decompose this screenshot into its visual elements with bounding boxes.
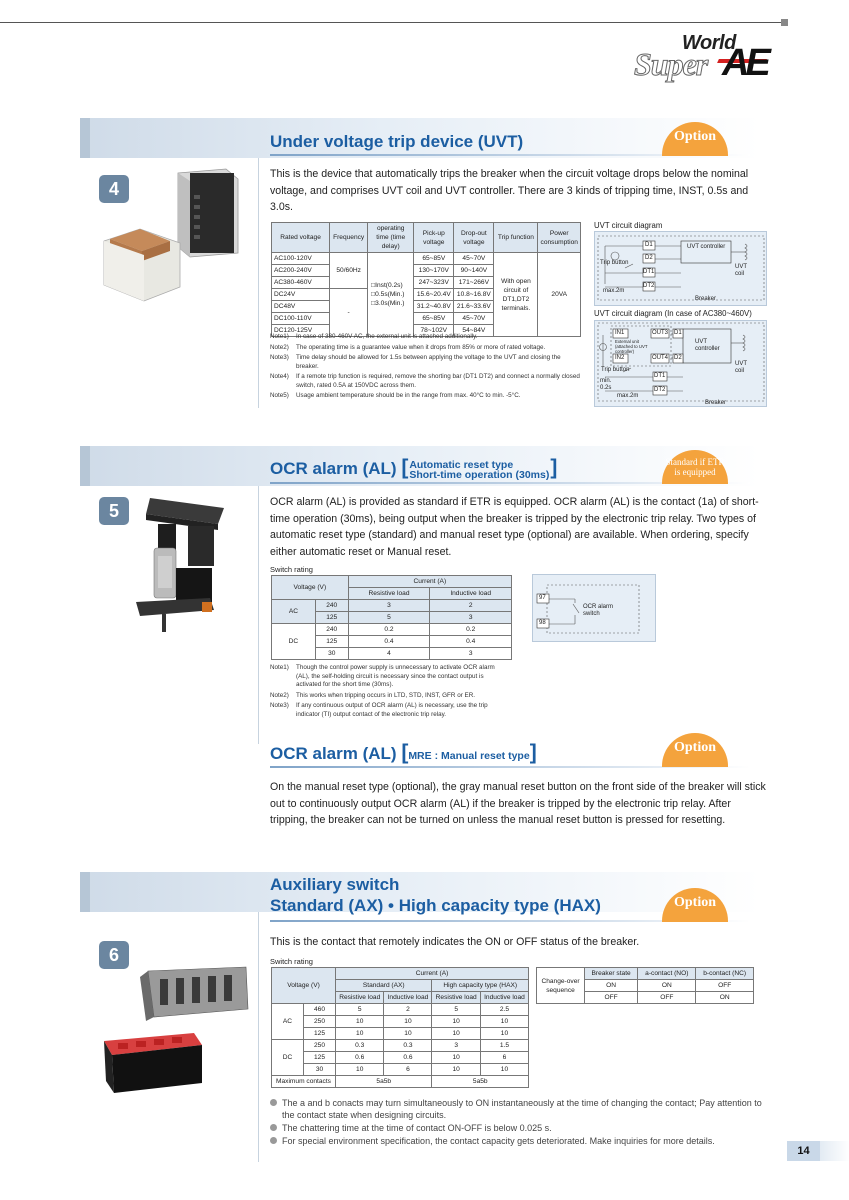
- cell: 460: [304, 1004, 336, 1016]
- uvt2-out4-label: OUT4: [652, 355, 669, 361]
- cell: 125: [315, 612, 348, 624]
- ocr-auto-subtitle: [409, 460, 549, 480]
- cell: 30: [315, 648, 348, 660]
- cell: 0.3: [384, 1040, 432, 1052]
- aux-left-rule: [258, 912, 259, 1162]
- bullet-icon: [270, 1137, 277, 1144]
- note-text: This works when tripping occurs in LTD, STD, INST, GFR or ER.: [296, 691, 476, 699]
- note-key: Note1): [270, 664, 289, 671]
- aux-hax-resistive: Resistive load: [432, 992, 480, 1004]
- cell: 10: [384, 1016, 432, 1028]
- ocr-alarm-photo: [118, 490, 248, 640]
- uvt-th-trip-function: Trip function: [494, 223, 538, 253]
- ocr-auto-bracket-open: [: [401, 456, 409, 479]
- ocr-resistive-header: Resistive load: [348, 588, 430, 600]
- uvt-th-dropout: Drop-out voltage: [454, 223, 494, 253]
- cell: 10: [336, 1028, 384, 1040]
- uvt-option-badge: Option: [662, 122, 728, 156]
- cell: 2.5: [480, 1004, 528, 1016]
- cell: 0.6: [336, 1052, 384, 1064]
- cell: 65~85V: [414, 313, 454, 325]
- aux-rating-table: [271, 967, 529, 1088]
- cell: DC24V: [272, 289, 330, 301]
- cell: DC48V: [272, 301, 330, 313]
- bullet-text: For special environment specification, the contact capacity gets deteriorated. Make inquiries for more details.: [282, 1136, 715, 1146]
- cell: 6: [480, 1052, 528, 1064]
- cell: 240: [315, 600, 348, 612]
- ocr-alarm-diagram: [532, 574, 656, 642]
- note-text: Time delay should be allowed for 1.5s between applying the voltage to the UVT and closing the breaker.: [296, 354, 561, 370]
- cell: 250: [304, 1040, 336, 1052]
- uvt-circuit-diagram-ac380: [594, 320, 767, 407]
- uvt-controller-label: UVT controller: [687, 244, 726, 250]
- uvt-description: This is the device that automatically trips the breaker when the circuit voltage drops below the nominal voltage, and comprises UVT coil and UVT controller. There are 3 kinds of tripping time, INST, 0.5s and 3.0s.: [270, 168, 749, 213]
- note-key: Note4): [270, 373, 289, 380]
- uvt-th-operating-time: operating time (time delay): [368, 223, 414, 253]
- uvt-d1-label: D1: [645, 242, 653, 248]
- cell: 10: [480, 1064, 528, 1076]
- aux-max-contacts-std: 5a5b: [336, 1076, 432, 1088]
- operating-times-cell: [368, 253, 414, 337]
- header-rule: [0, 22, 785, 23]
- cell: 10: [336, 1016, 384, 1028]
- cell: ON: [638, 980, 696, 992]
- cell: 125: [304, 1028, 336, 1040]
- cell: 125: [304, 1052, 336, 1064]
- table-row: [272, 600, 512, 612]
- ocr-terminal-97: 97: [539, 595, 546, 601]
- table-row: [272, 624, 512, 636]
- cell: 5: [336, 1004, 384, 1016]
- uvt-diagram2-title: UVT circuit diagram (In case of AC380~460V): [594, 309, 752, 318]
- operating-time-option: □3.0s(Min.): [371, 300, 405, 307]
- operating-time-option: □Inst(0.2s): [371, 282, 403, 289]
- brand-line2: Super: [634, 46, 708, 82]
- note-text: If a remote trip function is required, remove the shorting bar (DT1 DT2) and connect a normally closed switch, rated 0.5A at 150VDC across them.: [296, 373, 580, 389]
- aux-max-contacts-hax: 5a5b: [432, 1076, 529, 1088]
- ocr-manual-description: On the manual reset type (optional), the gray manual reset button on the front side of the breaker will stick out to continuously output OCR alarm (AL) if the breaker is tripped by the electronic trip relay. After tripping, the breaker can not be turned on unless the manual reset button is pressed for resetting.: [270, 781, 766, 826]
- cell: AC100-120V: [272, 253, 330, 265]
- cell: 171~266V: [454, 277, 494, 289]
- note: [270, 702, 510, 719]
- cell: 65~85V: [414, 253, 454, 265]
- table-row: [272, 1064, 529, 1076]
- cell: AC200-240V: [272, 265, 330, 277]
- aux-bullet-list: [270, 1097, 770, 1148]
- aux-current-header: Current (A): [336, 968, 529, 980]
- uvt-left-rule: [258, 158, 259, 408]
- aux-rating-label: Switch rating: [270, 957, 313, 966]
- cell: 15.6~20.4V: [414, 289, 454, 301]
- cell: 5: [432, 1004, 480, 1016]
- uvt-th-power: Power consumption: [538, 223, 581, 253]
- brand-logo: [630, 32, 795, 87]
- cell: 0.4: [348, 636, 430, 648]
- note-text: Though the control power supply is unnecessary to activate OCR alarm (AL), the self-holding circuit is necessary since the contact output is activated for the short time (30ms).: [296, 664, 495, 688]
- cell: 0.6: [384, 1052, 432, 1064]
- uvt2-d1-label: D1: [674, 330, 682, 336]
- cell: 130~170V: [414, 265, 454, 277]
- cell: 10: [336, 1064, 384, 1076]
- cell: 0.3: [336, 1040, 384, 1052]
- cell: 90~140V: [454, 265, 494, 277]
- uvt2-dt1-label: DT1: [654, 373, 666, 379]
- ocr-auto-bracket-close: ]: [550, 456, 558, 479]
- list-item: [270, 1097, 770, 1121]
- cell: 1.5: [480, 1040, 528, 1052]
- table-row: [272, 1076, 529, 1088]
- note-key: Note1): [270, 333, 289, 340]
- aux-section-number: 6: [99, 941, 129, 969]
- uvt2-out3-label: OUT3: [652, 330, 669, 336]
- cell: ON: [585, 980, 638, 992]
- note-text: Usage ambient temperature should be in the range from max. 40°C to min. -5°C.: [296, 392, 521, 399]
- ocr-manual-title-main: OCR alarm (AL): [270, 744, 397, 763]
- cell: 30: [304, 1064, 336, 1076]
- aux-sequence-label: Change-over sequence: [537, 968, 585, 1004]
- cell: 45~70V: [454, 253, 494, 265]
- aux-hax-header: High capacity type (HAX): [432, 980, 529, 992]
- note-key: Note2): [270, 343, 289, 351]
- cell: 21.6~33.6V: [454, 301, 494, 313]
- aux-sequence-table: [536, 967, 754, 1004]
- uvt2-trip-button-label: Trip button: [601, 367, 630, 373]
- cell: 31.2~40.8V: [414, 301, 454, 313]
- table-row: [272, 1052, 529, 1064]
- uvt2-in2-label: IN2: [615, 355, 625, 361]
- ocr-current-header: Current (A): [348, 576, 511, 588]
- cell: With open circuit of DT1,DT2 terminals.: [494, 253, 538, 337]
- uvt-title: Under voltage trip device (UVT): [270, 132, 524, 151]
- ocr-voltage-header: Voltage (V): [272, 576, 349, 600]
- ocr-auto-description: OCR alarm (AL) is provided as standard if ETR is equipped. OCR alarm (AL) is the contact (1a) of short-time operation (30ms), being output when the breaker is tripped by the electronic trip relay. Two types of automatic reset type (standard) and manual reset type (optional) are available. When ordering, specify either automatic reset or Manual reset.: [270, 496, 759, 558]
- ocr-auto-sub2: Short-time operation (30ms): [409, 468, 550, 481]
- uvt-device-photo: [98, 165, 248, 305]
- ocr-auto-title-main: OCR alarm (AL): [270, 459, 397, 478]
- aux-seq-header-b: b-contact (NC): [696, 968, 754, 980]
- cell: 3: [432, 1040, 480, 1052]
- note: [270, 664, 510, 690]
- aux-std-resistive: Resistive load: [336, 992, 384, 1004]
- bullet-icon: [270, 1124, 277, 1131]
- cell: AC380-460V: [272, 277, 330, 289]
- cell: 54~84V: [454, 325, 494, 337]
- ocr-ac-label: AC: [272, 600, 316, 624]
- ocr-section-number: 5: [99, 497, 129, 525]
- cell: OFF: [585, 992, 638, 1004]
- uvt-d2-label: D2: [645, 255, 653, 261]
- uvt2-minlen-label: min. 0.2s: [600, 378, 612, 391]
- cell: 247~323V: [414, 277, 454, 289]
- aux-option-badge: Option: [662, 888, 728, 922]
- cell: 240: [315, 624, 348, 636]
- cell: 5: [348, 612, 430, 624]
- aux-hax-inductive: Inductive load: [480, 992, 528, 1004]
- uvt-notes: [270, 333, 585, 403]
- table-row: [272, 253, 581, 265]
- cell: 10: [384, 1028, 432, 1040]
- note-key: Note3): [270, 702, 289, 709]
- cell: 0.4: [430, 636, 512, 648]
- cell: 50/60Hz: [330, 253, 368, 289]
- aux-standard-header: Standard (AX): [336, 980, 432, 992]
- aux-switch-photo: [98, 965, 253, 1100]
- list-item: [270, 1135, 770, 1147]
- cell: 2: [430, 600, 512, 612]
- uvt-circuit-diagram: [594, 231, 767, 306]
- aux-title-line1: Auxiliary switch: [270, 875, 400, 894]
- uvt-section-number: 4: [99, 175, 129, 203]
- ocr-manual-title: [270, 741, 537, 765]
- uvt2-coil-label: UVT coil: [735, 361, 747, 374]
- uvt2-dt2-label: DT2: [654, 387, 666, 393]
- cell: 20VA: [538, 253, 581, 337]
- uvt2-external-unit-label: External unit (attached to UVT controller): [615, 339, 648, 354]
- uvt-th-pickup: Pick-up voltage: [414, 223, 454, 253]
- uvt2-breaker-label: Breaker: [705, 400, 727, 406]
- cell: 45~70V: [454, 313, 494, 325]
- ocr-manual-option-badge: Option: [662, 733, 728, 767]
- note: [270, 392, 585, 401]
- note: [270, 333, 585, 342]
- cell: 250: [304, 1016, 336, 1028]
- uvt-dt1-label: DT1: [643, 269, 655, 275]
- brand-line1: World: [682, 32, 736, 54]
- ocr-auto-title: [270, 456, 557, 480]
- bullet-icon: [270, 1099, 277, 1106]
- table-row: [272, 1040, 529, 1052]
- aux-title: [270, 874, 601, 916]
- cell: 4: [348, 648, 430, 660]
- uvt-coil-label: UVT coil: [735, 264, 747, 277]
- cell: ON: [696, 992, 754, 1004]
- note-key: Note3): [270, 354, 289, 361]
- cell: DC100-110V: [272, 313, 330, 325]
- ocr-manual-bracket-open: [: [401, 741, 409, 764]
- ocr-rating-table: [271, 575, 512, 660]
- aux-max-contacts-label: Maximum contacts: [272, 1076, 336, 1088]
- ocr-manual-subtitle: MRE : Manual reset type: [408, 750, 530, 762]
- operating-time-option: □0.5s(Min.): [371, 291, 405, 298]
- ocr-dc-label: DC: [272, 624, 316, 660]
- cell: 3: [430, 648, 512, 660]
- cell: 10: [432, 1052, 480, 1064]
- cell: 125: [315, 636, 348, 648]
- uvt-spec-table: [271, 222, 581, 337]
- cell: -: [330, 289, 368, 337]
- aux-ac-label: AC: [272, 1004, 304, 1040]
- note-key: Note2): [270, 691, 289, 699]
- aux-title-line2: Standard (AX) • High capacity type (HAX): [270, 896, 601, 915]
- uvt-th-frequency: Frequency: [330, 223, 368, 253]
- header-rule-marker: [781, 19, 788, 26]
- note: [270, 373, 585, 390]
- ocr-auto-sub1: Automatic reset type: [409, 458, 514, 471]
- uvt-th-rated-voltage: Rated voltage: [272, 223, 330, 253]
- cell: 10: [480, 1016, 528, 1028]
- uvt2-controller-label: UVT controller: [695, 339, 720, 352]
- aux-dc-label: DC: [272, 1040, 304, 1076]
- cell: 10: [432, 1028, 480, 1040]
- uvt-dt2-label: DT2: [643, 283, 655, 289]
- uvt-diagram1-title: UVT circuit diagram: [594, 221, 663, 230]
- aux-description: This is the contact that remotely indicates the ON or OFF status of the breaker.: [270, 936, 640, 948]
- bullet-text: The a and b conacts may turn simultaneously to ON instantaneously at the time of changing the contact; Pay attention to the contact state when designing circuits.: [282, 1098, 762, 1120]
- ocr-manual-bracket-close: ]: [529, 741, 537, 764]
- uvt-breaker-label: Breaker: [695, 296, 717, 302]
- ocr-switch-label: OCR alarm switch: [583, 604, 614, 617]
- ocr-badge-line1: Standard if ETR: [665, 457, 725, 467]
- cell: 3: [430, 612, 512, 624]
- page-number: 14: [787, 1141, 820, 1161]
- note: [270, 692, 510, 701]
- note-text: In case of 380-460V AC, the external unit is attached additionally.: [296, 333, 478, 340]
- note: [270, 344, 585, 353]
- cell: 10: [480, 1028, 528, 1040]
- aux-seq-header-state: Breaker state: [585, 968, 638, 980]
- note-text: The operating time is a guarantee value when it drops from 85% or more of rated voltage.: [296, 343, 546, 351]
- uvt-maxlen-label: max.2m: [603, 288, 625, 294]
- cell: 2: [384, 1004, 432, 1016]
- table-row: [272, 1028, 529, 1040]
- ocr-terminal-98: 98: [539, 620, 546, 626]
- ocr-notes: [270, 664, 510, 721]
- uvt2-d2-label: D2: [674, 355, 682, 361]
- uvt-trip-button-label: Trip button: [600, 260, 629, 266]
- note-text: If any continuous output of OCR alarm (AL) is necessary, use the trip indicator (TI) output contact of the electronic trip relay.: [296, 702, 488, 718]
- cell: 6: [384, 1064, 432, 1076]
- table-row: [272, 1004, 529, 1016]
- cell: 10: [432, 1016, 480, 1028]
- cell: 0.2: [430, 624, 512, 636]
- aux-voltage-header: Voltage (V): [272, 968, 336, 1004]
- table-row: [272, 1016, 529, 1028]
- ocr-inductive-header: Inductive load: [430, 588, 512, 600]
- ocr-rating-label: Switch rating: [270, 565, 313, 574]
- cell: 10.8~16.8V: [454, 289, 494, 301]
- cell: OFF: [638, 992, 696, 1004]
- list-item: [270, 1122, 770, 1134]
- cell: 78~102V: [414, 325, 454, 337]
- ocr-badge-line2: is equipped: [674, 467, 716, 477]
- ocr-left-rule: [258, 486, 259, 744]
- note-key: Note5): [270, 392, 289, 399]
- cell: OFF: [696, 980, 754, 992]
- aux-std-inductive: Inductive load: [384, 992, 432, 1004]
- note: [270, 354, 585, 371]
- brand-line3: AE: [722, 42, 767, 84]
- cell: 10: [432, 1064, 480, 1076]
- cell: 3: [348, 600, 430, 612]
- aux-seq-header-a: a-contact (NO): [638, 968, 696, 980]
- uvt2-in1-label: IN1: [615, 330, 625, 336]
- cell: 0.2: [348, 624, 430, 636]
- bullet-text: The chattering time at the time of contact ON-OFF is below 0.025 s.: [282, 1123, 552, 1133]
- cell: DC120-125V: [272, 325, 330, 337]
- uvt2-maxlen-label: max.2m: [617, 393, 639, 399]
